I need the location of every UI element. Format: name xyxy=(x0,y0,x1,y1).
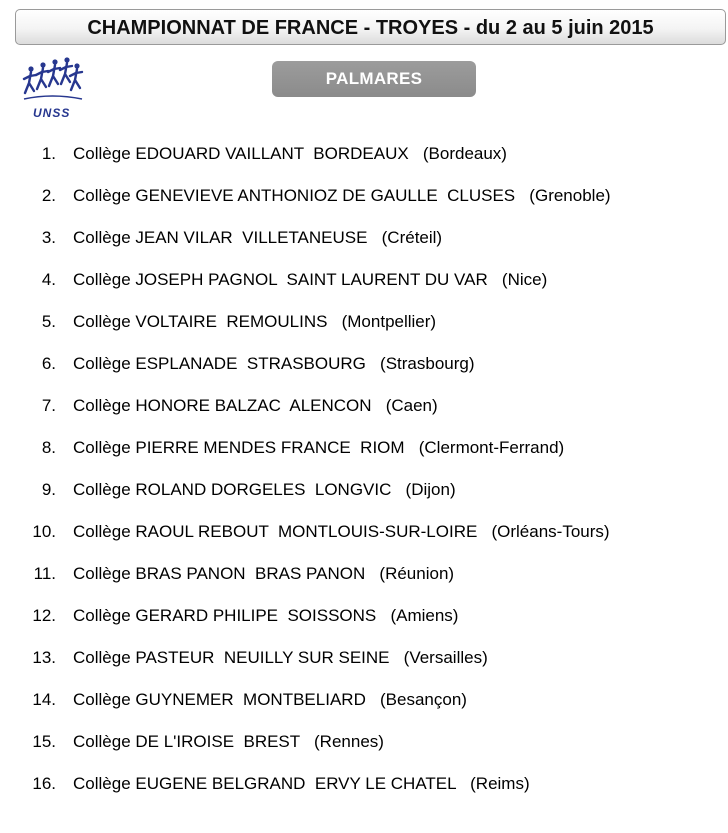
school-entry: Collège RAOUL REBOUT MONTLOUIS-SUR-LOIRE (Orléans-Tours) xyxy=(73,522,610,541)
rank-number: 14. xyxy=(32,690,56,709)
results-list xyxy=(0,133,728,805)
rank-number: 13. xyxy=(32,648,56,667)
list-item xyxy=(0,343,728,385)
rank-number: 11. xyxy=(33,564,56,583)
list-item xyxy=(0,385,728,427)
school-entry: Collège BRAS PANON BRAS PANON (Réunion) xyxy=(73,564,455,583)
rank-number: 5. xyxy=(41,312,56,331)
school-entry: Collège VOLTAIRE REMOULINS (Montpellier) xyxy=(73,312,437,331)
list-item xyxy=(0,259,728,301)
school-entry: Collège GERARD PHILIPE SOISSONS (Amiens) xyxy=(73,606,459,625)
rank-number: 10. xyxy=(32,522,56,541)
rank-number: 15. xyxy=(32,732,56,751)
list-item xyxy=(0,133,728,175)
unss-logo-text: UNSS xyxy=(33,106,71,120)
list-item xyxy=(0,721,728,763)
school-entry: Collège ROLAND DORGELES LONGVIC (Dijon) xyxy=(73,480,456,499)
list-item xyxy=(0,469,728,511)
list-item xyxy=(0,175,728,217)
list-item xyxy=(0,679,728,721)
school-entry: Collège JOSEPH PAGNOL SAINT LAURENT DU VAR (Nice) xyxy=(73,270,548,289)
rank-number: 4. xyxy=(41,270,56,289)
list-item xyxy=(0,217,728,259)
rank-number: 9. xyxy=(41,480,56,499)
page-title: CHAMPIONNAT DE FRANCE - TROYES - du 2 au 5 juin 2015 xyxy=(15,9,726,45)
list-item xyxy=(0,595,728,637)
school-entry: Collège GUYNEMER MONTBELIARD (Besançon) xyxy=(73,690,467,709)
school-entry: Collège DE L'IROISE BREST (Rennes) xyxy=(73,732,384,751)
list-item xyxy=(0,763,728,805)
school-entry: Collège PASTEUR NEUILLY SUR SEINE (Versailles) xyxy=(73,648,488,667)
school-entry: Collège PIERRE MENDES FRANCE RIOM (Clermont-Ferrand) xyxy=(73,438,565,457)
rank-number: 2. xyxy=(41,186,56,205)
rank-number: 16. xyxy=(32,774,56,793)
rank-number: 7. xyxy=(41,396,56,415)
school-entry: Collège EUGENE BELGRAND ERVY LE CHATEL (Reims) xyxy=(73,774,530,793)
school-entry: Collège HONORE BALZAC ALENCON (Caen) xyxy=(73,396,438,415)
rank-number: 3. xyxy=(41,228,56,247)
school-entry: Collège ESPLANADE STRASBOURG (Strasbourg) xyxy=(73,354,475,373)
rank-number: 8. xyxy=(41,438,56,457)
school-entry: Collège JEAN VILAR VILLETANEUSE (Créteil) xyxy=(73,228,443,247)
rank-number: 6. xyxy=(41,354,56,373)
school-entry: Collège GENEVIEVE ANTHONIOZ DE GAULLE CLUSES (Grenoble) xyxy=(73,186,611,205)
runners-icon xyxy=(22,55,84,107)
list-item xyxy=(0,427,728,469)
list-item xyxy=(0,511,728,553)
school-entry: Collège EDOUARD VAILLANT BORDEAUX (Bordeaux) xyxy=(73,144,507,163)
list-item xyxy=(0,637,728,679)
list-item xyxy=(0,553,728,595)
rank-number: 12. xyxy=(32,606,56,625)
rank-number: 1. xyxy=(41,144,56,163)
palmares-button[interactable]: PALMARES xyxy=(272,61,476,97)
list-item xyxy=(0,301,728,343)
